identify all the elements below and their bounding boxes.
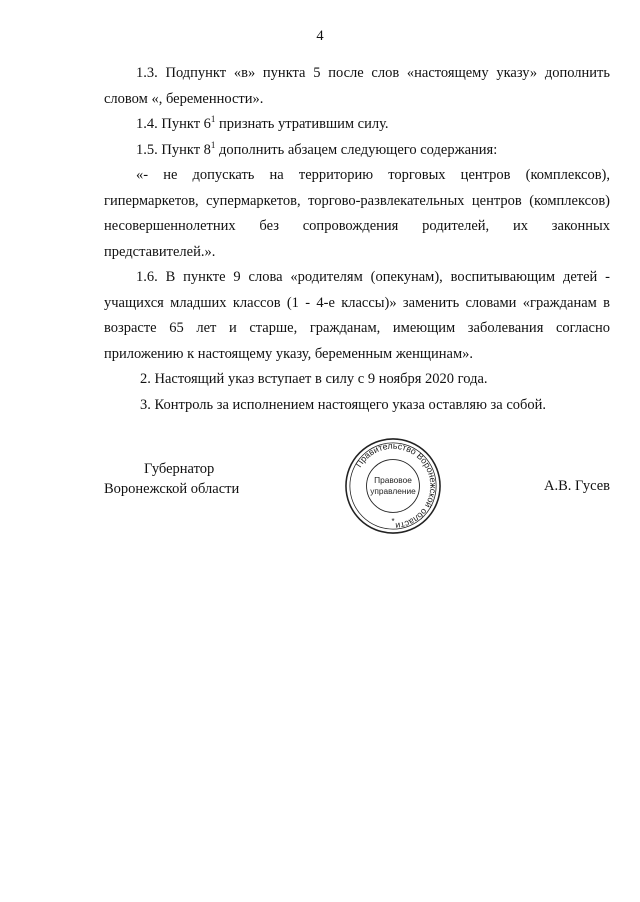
paragraph-1-4: 1.4. Пункт $6^1$ признать утратившим силу. (136, 114, 389, 132)
stamp-center-line-2: управление (370, 485, 416, 496)
stamp-ring-text: Правительство Воронежской области (353, 440, 439, 532)
paragraph-1-6: 1.6. В пункте 9 слова «родителям (опекунам), воспитывающим детей - учащихся младших классов (1 - 4-е классы)» заменить словами «гражданам в возрасте 65 лет и старше, гражданам, имеющим заболевания согласно приложению к настоящему указу, беременным женщинам». (104, 269, 610, 362)
stamp-center-line-1: Правовое (374, 475, 412, 486)
page-number: 4 (316, 28, 324, 44)
signatory-name: А.В. Гусев (544, 478, 610, 494)
stamp-star-icon: * (391, 517, 395, 527)
document-body (104, 61, 610, 418)
paragraph-quote: «- не допускать на территорию торговых центров (комплексов), гипермаркетов, супермаркетов, торгово-развлекательных центров (комплексов) несовершеннолетних без сопровождения родителей, их законных представителей.». (104, 167, 610, 260)
position-line-1: Губернатор (144, 461, 215, 477)
paragraph-3: 3. Контроль за исполнением настоящего указа оставляю за собой. (140, 396, 547, 413)
paragraph-1-3: 1.3. Подпункт «в» пункта 5 после слов «настоящему указу» дополнить словом «, беременности». (104, 65, 610, 107)
paragraph-2: 2. Настоящий указ вступает в силу с 9 ноября 2020 года. (140, 371, 488, 387)
paragraph-1-5: 1.5. Пункт $8^1$ дополнить абзацем следующего содержания: (136, 139, 498, 158)
signatory-position (104, 459, 239, 499)
official-stamp (344, 437, 442, 535)
position-line-2: Воронежской области (104, 481, 240, 497)
